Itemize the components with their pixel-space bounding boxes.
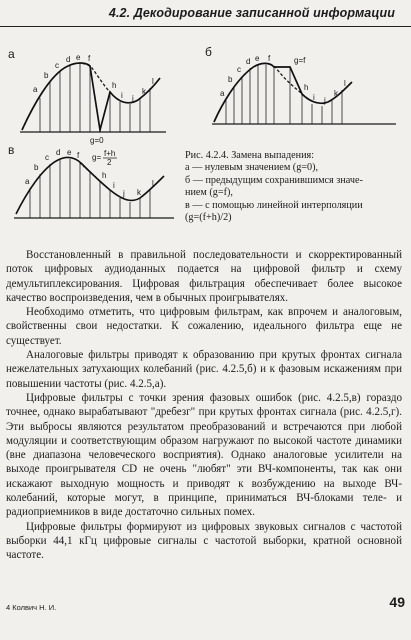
panel-b-label-j: j — [324, 96, 326, 105]
panel-a-label-b: b — [44, 71, 49, 80]
caption-line: в — с помощью линейной интерполяции — [185, 199, 363, 211]
panel-a-label-c: c — [55, 61, 59, 70]
panel-v-annotation-prefix: g= — [92, 153, 102, 162]
footer-signature: 4 Колвич Н. И. — [6, 603, 57, 612]
panel-v-label-e: e — [67, 148, 72, 157]
paragraph: Необходимо отметить, что цифровым фильтрам, как впрочем и аналоговым, свойственны свои недостатки. К сожалению, идеального фильтра еще не существует. — [6, 306, 402, 347]
panel-b-label-d: d — [246, 57, 251, 66]
panel-b-label-f: f — [268, 54, 271, 63]
panel-b-label-k: k — [334, 89, 338, 98]
panel-b-graph — [212, 54, 402, 132]
panel-v-graph — [14, 150, 178, 224]
panel-b-label-c: c — [237, 65, 241, 74]
panel-a-label-k: k — [142, 87, 146, 96]
section-title: 4.2. Декодирование записанной информации — [108, 6, 395, 20]
panel-v-label-j: j — [123, 189, 125, 198]
panel-v-label-a: a — [25, 177, 30, 186]
panel-b-label-i: i — [313, 93, 315, 102]
caption-line: а — нулевым значением (g=0), — [185, 162, 319, 174]
panel-v-label-c: c — [45, 153, 49, 162]
caption-line: нием (g=f), — [185, 187, 233, 199]
panel-a-label-d: d — [66, 55, 71, 64]
paragraph: Цифровые фильтры формируют из цифровых звуковых сигналов с частотой выборки 44,1 кГц цифровые сигналы с частотой выборки, кратной основной частоте. — [6, 520, 402, 562]
panel-a-label-l: l — [152, 77, 154, 86]
panel-a-label-i: i — [121, 91, 123, 100]
panel-b-annotation: g=f — [294, 56, 306, 65]
panel-letter-v: в — [8, 143, 15, 157]
body-text — [6, 248, 402, 563]
panel-b-label-b: b — [228, 75, 233, 84]
paragraph: Восстановленный в правильной последовательности и скорректированный поток цифровых аудиоданных подается на цифровой фильтр и схему демультиплексирования. Цифровая фильтрация обеспечивает более высокое качество воспроизведения, чем в обычных проигрывателях. — [6, 249, 402, 304]
caption-line: б — предыдущим сохранившимся значе- — [185, 174, 363, 186]
page-number: 49 — [389, 594, 405, 610]
panel-v-label-f: f — [77, 151, 80, 160]
panel-b-label-a: a — [220, 89, 225, 98]
panel-v-annotation-numerator: f+h — [104, 149, 116, 158]
panel-a-label-j: j — [132, 94, 134, 103]
paragraph: Аналоговые фильтры приводят к образованию при крутых фронтах сигнала нежелательных затухающих колебаний (рис. 4.2.5,б) и к фазовым искажениям при повышении частоты (рис. 4.2.5,а). — [6, 349, 402, 390]
panel-v-label-i: i — [113, 181, 115, 190]
paragraph: Цифровые фильтры с точки зрения фазовых ошибок (рис. 4.2.5,в) гораздо точнее, однако вырабатывают "дребезг" при крутых фронтах сигнала (рис. 4.2.5,г). Эти выбросы являются результатом преобразований и встречаются при любой модуляции и соответствующим образом нагружают по высокой частоте динамики (вне диапазона человеческого восприятия). Однако аналоговые усилители на выходе проигрывателя CD не очень "любят" эти ВЧ-компоненты, так как они искажают выходную мощность и приводят к возбуждению на выходе ВЧ-колебаний, которые могут, в принципе, приниматься ВЧ-блоками теле- и радиоприемников в виде достаточно сильных помех. — [6, 391, 402, 519]
panel-a-annotation: g=0 — [90, 136, 104, 145]
panel-v-label-d: d — [56, 148, 61, 157]
panel-b-label-l: l — [344, 79, 346, 88]
panel-letter-b: б — [205, 45, 212, 59]
panel-b-label-e: e — [255, 54, 260, 63]
panel-letter-a: а — [8, 47, 15, 61]
running-header — [0, 0, 411, 27]
panel-b-label-h: h — [304, 83, 309, 92]
panel-v-label-b: b — [34, 163, 39, 172]
panel-v-label-h: h — [102, 171, 107, 180]
panel-v-annotation-denominator: 2 — [107, 158, 112, 167]
panel-v-label-l: l — [152, 179, 154, 188]
panel-v-label-k: k — [137, 188, 141, 197]
panel-a-graph — [20, 53, 170, 145]
figure-caption — [185, 150, 400, 224]
panel-a-label-a: a — [33, 85, 38, 94]
panel-a-label-h: h — [112, 81, 117, 90]
panel-a-label-f: f — [88, 54, 91, 63]
caption-line: Рис. 4.2.4. Замена выпадения: — [185, 150, 315, 161]
caption-line: (g=(f+h)/2) — [185, 212, 232, 224]
panel-a-label-e: e — [76, 53, 81, 62]
